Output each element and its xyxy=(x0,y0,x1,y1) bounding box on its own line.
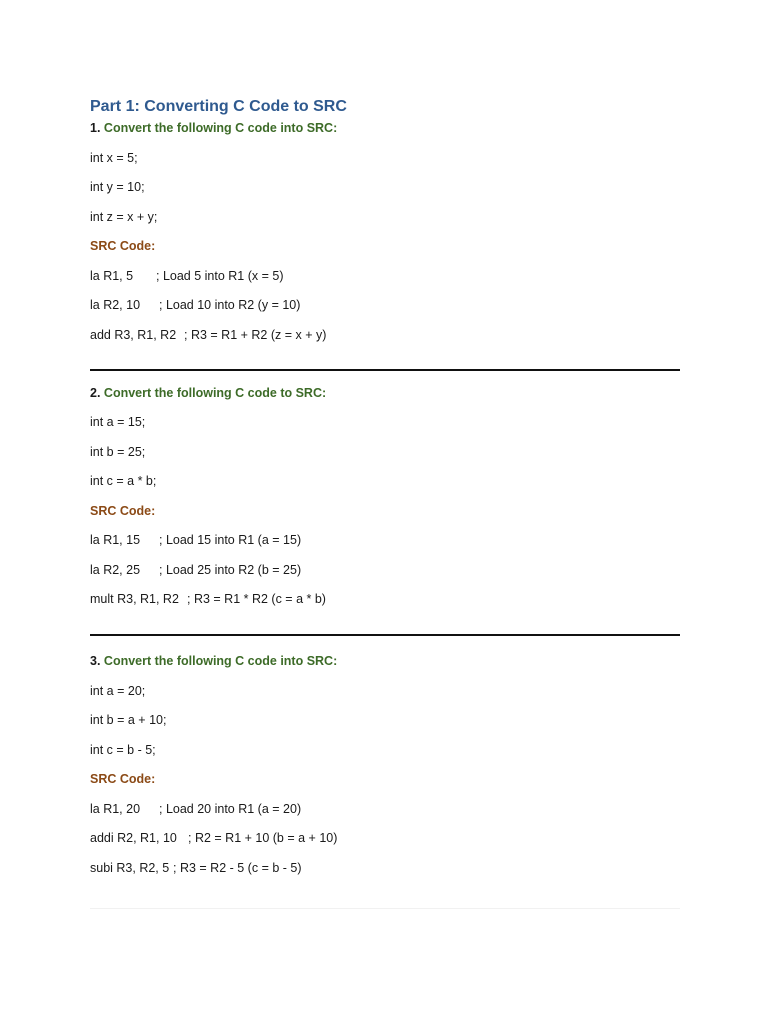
src-comment: ; Load 15 into R1 (a = 15) xyxy=(159,533,302,547)
c-code-line: int y = 10; xyxy=(90,180,145,194)
question-number: 1. xyxy=(90,121,101,135)
c-code-line: int c = a * b; xyxy=(90,474,157,488)
src-code-line xyxy=(90,589,680,609)
src-instruction: la R1, 5 xyxy=(90,268,134,283)
src-code-line xyxy=(90,325,680,345)
src-comment: ; Load 25 into R2 (b = 25) xyxy=(159,562,302,577)
faint-divider xyxy=(90,908,680,909)
src-code-line xyxy=(90,560,680,580)
document-content xyxy=(90,96,680,878)
src-comment: ; R2 = R1 + 10 (b = a + 10) xyxy=(188,831,338,845)
src-code-line xyxy=(90,799,680,819)
question-text: Convert the following C code into SRC: xyxy=(103,121,338,135)
src-code-line xyxy=(90,828,680,848)
src-comment: ; Load 10 into R2 (y = 10) xyxy=(159,298,301,312)
c-code-line: int a = 15; xyxy=(90,415,146,429)
c-code-line: int b = 25; xyxy=(90,444,146,459)
src-instruction: mult R3, R1, R2 xyxy=(90,592,179,606)
question-number: 3. xyxy=(90,654,101,668)
src-code-line xyxy=(90,858,680,878)
question-text: Convert the following C code into SRC: xyxy=(103,654,338,668)
src-comment: ; R3 = R2 - 5 (c = b - 5) xyxy=(173,860,302,875)
c-code-line: int b = a + 10; xyxy=(90,713,167,727)
src-comment: ; R3 = R1 * R2 (c = a * b) xyxy=(187,592,326,606)
src-instruction: la R2, 25 xyxy=(90,562,141,577)
question-number: 2. xyxy=(90,385,101,400)
question-heading xyxy=(90,651,680,671)
src-instruction: add R3, R1, R2 xyxy=(90,327,177,342)
question-3 xyxy=(90,651,680,878)
question-1 xyxy=(90,118,680,345)
c-code-line: int a = 20; xyxy=(90,683,146,698)
src-instruction: addi R2, R1, 10 xyxy=(90,831,177,845)
src-code-label: SRC Code: xyxy=(90,772,156,786)
c-code-line: int x = 5; xyxy=(90,150,138,165)
c-code-line: int c = b - 5; xyxy=(90,742,156,757)
question-heading xyxy=(90,383,680,403)
question-heading xyxy=(90,118,680,138)
src-code-line xyxy=(90,530,680,550)
question-text: Convert the following C code to SRC: xyxy=(103,385,327,400)
question-2 xyxy=(90,383,680,610)
src-code-label: SRC Code: xyxy=(90,503,156,518)
src-instruction: la R2, 10 xyxy=(90,298,141,312)
src-code-line xyxy=(90,266,680,286)
src-comment: ; R3 = R1 + R2 (z = x + y) xyxy=(184,327,327,342)
src-code-line xyxy=(90,295,680,315)
src-instruction: la R1, 15 xyxy=(90,533,141,547)
src-instruction: subi R3, R2, 5 xyxy=(90,860,170,875)
src-comment: ; Load 20 into R1 (a = 20) xyxy=(159,801,302,816)
src-comment: ; Load 5 into R1 (x = 5) xyxy=(156,268,284,283)
src-instruction: la R1, 20 xyxy=(90,801,141,816)
src-code-label: SRC Code: xyxy=(90,239,156,253)
c-code-line: int z = x + y; xyxy=(90,209,158,224)
part-title: Part 1: Converting C Code to SRC xyxy=(90,98,347,115)
